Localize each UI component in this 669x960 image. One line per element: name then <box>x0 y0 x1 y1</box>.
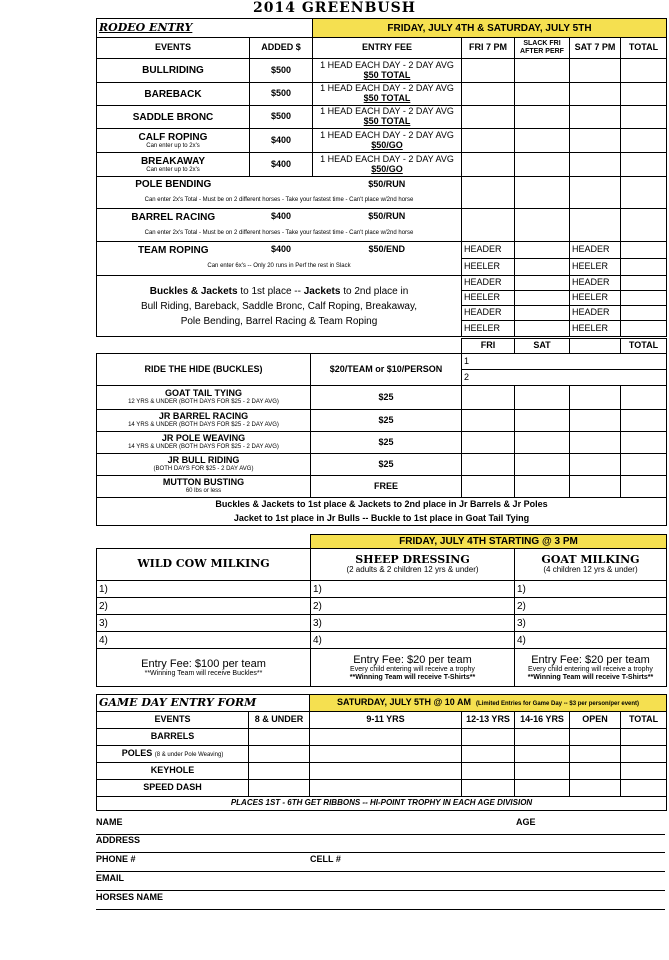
col-header-14-16: 14-16 YRS <box>515 712 570 729</box>
entry-cell[interactable] <box>621 432 667 454</box>
entry-cell[interactable] <box>515 242 570 259</box>
entry-cell[interactable] <box>621 242 667 259</box>
ride-the-hide-name: RIDE THE HIDE (BUCKLES) <box>97 354 311 386</box>
sheep-note2: **Winning Team will receive T-Shirts** <box>349 673 476 681</box>
event-row <box>97 746 667 763</box>
entry-cell[interactable] <box>570 83 621 106</box>
event-fee-line1: 1 HEAD EACH DAY - 2 DAY AVG <box>320 83 454 94</box>
sheep-title: SHEEP DRESSING <box>355 553 470 567</box>
day-header-sat: SAT <box>515 339 570 354</box>
entry-cell[interactable] <box>515 454 570 476</box>
horses-line[interactable] <box>96 892 665 910</box>
entry-cell[interactable] <box>570 209 621 242</box>
header-label: HEADER <box>570 242 621 259</box>
entry-cell[interactable] <box>515 780 570 797</box>
event-name: CALF ROPING <box>138 131 208 143</box>
entry-cell[interactable] <box>515 729 570 746</box>
entry-cell[interactable] <box>621 386 667 410</box>
horses-label: HORSES NAME <box>96 892 164 902</box>
wild-cow-entry-1[interactable]: 1) <box>97 581 311 598</box>
entry-cell[interactable] <box>621 129 667 153</box>
entry-cell[interactable] <box>570 129 621 153</box>
entry-cell[interactable] <box>621 746 667 763</box>
goat-note1: Every child entering will receive a trophy <box>528 665 653 673</box>
entry-cell[interactable] <box>515 386 570 410</box>
youth-events-table <box>96 338 667 526</box>
entry-cell[interactable] <box>462 763 515 780</box>
entry-cell[interactable] <box>621 106 667 129</box>
col-header-fee: ENTRY FEE <box>313 38 462 59</box>
game-day-table <box>96 694 667 811</box>
col-header-total: TOTAL <box>621 712 667 729</box>
rodeo-section-label: RODEO ENTRY <box>97 19 313 38</box>
youth-awards-line1: Buckles & Jackets to 1st place & Jackets to 2nd place in Jr Barrels & Jr Poles <box>215 499 548 509</box>
heeler-label: HEELER <box>570 259 621 276</box>
team-member-1[interactable]: 1 <box>462 354 667 370</box>
event-row <box>97 83 667 106</box>
entry-cell[interactable] <box>515 259 570 276</box>
event-added: $400 <box>250 129 313 153</box>
header-label: HEADER <box>462 276 515 291</box>
entry-cell[interactable] <box>310 780 462 797</box>
col-header-added: ADDED $ <box>250 38 313 59</box>
entry-cell[interactable] <box>310 746 462 763</box>
col-header-sat: SAT 7 PM <box>570 38 621 59</box>
event-note: (BOTH DAYS FOR $25 - 2 DAY AVG) <box>153 466 254 473</box>
email-line[interactable] <box>96 873 665 891</box>
event-fee: $25 <box>311 410 462 432</box>
game-day-footer: PLACES 1ST - 6TH GET RIBBONS -- HI-POINT TROPHY IN EACH AGE DIVISION <box>97 797 667 811</box>
team-member-2[interactable]: 2 <box>462 370 667 386</box>
entry-cell[interactable] <box>621 780 667 797</box>
entry-cell[interactable] <box>515 106 570 129</box>
heeler-label: HEELER <box>462 291 515 306</box>
entry-cell[interactable] <box>515 321 570 337</box>
heeler-label: HEELER <box>570 321 621 337</box>
header-label: HEADER <box>570 306 621 321</box>
event-fee: $50/RUN <box>313 209 462 226</box>
entry-cell[interactable] <box>515 209 570 242</box>
event-note: Can enter up to 2x's <box>146 142 200 149</box>
entry-cell[interactable] <box>515 153 570 177</box>
event-row <box>97 242 667 259</box>
event-note: 12 YRS & UNDER (BOTH DAYS FOR $25 - 2 DAY AVG) <box>128 399 279 406</box>
entry-cell[interactable] <box>515 432 570 454</box>
col-header-8-under: 8 & UNDER <box>249 712 310 729</box>
event-added: $500 <box>250 83 313 106</box>
sheep-entry-4[interactable]: 4) <box>311 632 515 649</box>
event-name: BULLRIDING <box>97 59 250 83</box>
event-note: 60 lbs or less <box>185 488 222 495</box>
entry-cell[interactable] <box>462 83 515 106</box>
entry-cell[interactable] <box>462 209 515 242</box>
goat-entry-2[interactable]: 2) <box>515 598 667 615</box>
fun-events-table <box>96 534 667 687</box>
header-label: HEADER <box>462 242 515 259</box>
event-fee-line1: 1 HEAD EACH DAY - 2 DAY AVG <box>320 153 454 164</box>
entry-cell[interactable] <box>570 780 621 797</box>
entry-cell[interactable] <box>462 780 515 797</box>
wild-cow-note: **Winning Team will receive Buckles** <box>144 669 263 677</box>
entry-cell[interactable] <box>570 386 621 410</box>
entry-cell[interactable] <box>621 729 667 746</box>
col-header-open: OPEN <box>570 712 621 729</box>
name-line[interactable] <box>96 817 665 835</box>
entry-cell[interactable] <box>570 106 621 129</box>
event-name: BAREBACK <box>97 83 250 106</box>
wild-cow-entry-3[interactable]: 3) <box>97 615 311 632</box>
entry-cell[interactable] <box>621 476 667 498</box>
entry-cell[interactable] <box>515 306 570 321</box>
entry-cell[interactable] <box>462 59 515 83</box>
entry-cell[interactable] <box>462 106 515 129</box>
entry-cell[interactable] <box>310 763 462 780</box>
event-name: JR BARREL RACING <box>158 411 249 422</box>
entry-cell[interactable] <box>515 746 570 763</box>
col-header-total: TOTAL <box>621 38 667 59</box>
entry-cell[interactable] <box>621 306 667 321</box>
event-name: JR BULL RIDING <box>167 455 240 466</box>
entry-cell[interactable] <box>570 763 621 780</box>
rodeo-date-banner: FRIDAY, JULY 4TH & SATURDAY, JULY 5TH <box>313 19 667 38</box>
event-fee-line2: $50/GO <box>371 163 403 174</box>
event-row <box>97 153 667 177</box>
wild-cow-title: WILD COW MILKING <box>97 549 311 581</box>
entry-cell[interactable] <box>570 153 621 177</box>
youth-awards-line2: Jacket to 1st place in Jr Bulls -- Buckle to 1st place in Goat Tail Tying <box>233 512 530 523</box>
event-name: GOAT TAIL TYING <box>165 388 242 399</box>
entry-cell[interactable] <box>570 454 621 476</box>
goat-fee: Entry Fee: $20 per team <box>531 653 650 666</box>
goat-sub: (4 children 12 yrs & under) <box>543 565 638 575</box>
entry-cell[interactable] <box>621 153 667 177</box>
event-row <box>97 476 667 498</box>
event-row <box>97 410 667 432</box>
event-fee: $25 <box>311 454 462 476</box>
sheep-fee: Entry Fee: $20 per team <box>353 653 472 666</box>
event-row <box>97 780 667 797</box>
phone-label: PHONE # <box>96 854 136 864</box>
event-fee-line2: $50 TOTAL <box>363 69 411 80</box>
age-label: AGE <box>516 817 536 827</box>
event-row <box>97 432 667 454</box>
event-row <box>97 59 667 83</box>
wild-cow-entry-4[interactable]: 4) <box>97 632 311 649</box>
event-fee: $25 <box>311 386 462 410</box>
event-row <box>97 129 667 153</box>
entry-cell[interactable] <box>462 729 515 746</box>
entry-cell[interactable] <box>515 177 570 209</box>
phone-line[interactable] <box>96 854 665 872</box>
page-title: 2014 GREENBUSH <box>253 0 416 16</box>
event-row <box>97 386 667 410</box>
event-fee-line2: $50 TOTAL <box>363 116 411 126</box>
entry-cell[interactable] <box>570 746 621 763</box>
entry-cell[interactable] <box>515 291 570 306</box>
event-note: (8 & under Pole Weaving) <box>154 752 224 759</box>
address-line[interactable] <box>96 835 665 853</box>
col-header-fri: FRI 7 PM <box>462 38 515 59</box>
goat-note2: **Winning Team will receive T-Shirts** <box>527 673 654 681</box>
address-label: ADDRESS <box>96 835 141 845</box>
event-added: $500 <box>250 59 313 83</box>
heeler-label: HEELER <box>462 321 515 337</box>
entry-cell[interactable] <box>462 153 515 177</box>
entry-cell[interactable] <box>621 454 667 476</box>
entry-cell[interactable] <box>570 410 621 432</box>
col-header-slack: SLACK FRI AFTER PERF <box>515 38 570 59</box>
event-note: Can enter up to 2x's <box>146 166 200 173</box>
sheep-entry-2[interactable]: 2) <box>311 598 515 615</box>
entry-cell[interactable] <box>621 209 667 242</box>
cell-label: CELL # <box>310 854 341 864</box>
sheep-entry-3[interactable]: 3) <box>311 615 515 632</box>
entry-cell[interactable] <box>570 177 621 209</box>
event-note: Can enter 2x's Total - Must be on 2 different horses - Take your fastest time - Can't place w/2nd horse <box>97 193 462 209</box>
event-note: 14 YRS & UNDER (BOTH DAYS FOR $25 - 2 DAY AVG) <box>128 444 279 451</box>
sheep-note1: Every child entering will receive a trophy <box>350 665 475 673</box>
entry-cell[interactable] <box>462 432 515 454</box>
event-fee-line1: 1 HEAD EACH DAY - 2 DAY AVG <box>320 129 454 140</box>
heeler-label: HEELER <box>570 291 621 306</box>
event-fee-line1: 1 HEAD EACH DAY - 2 DAY AVG <box>320 59 454 70</box>
entry-cell[interactable] <box>621 763 667 780</box>
entry-cell[interactable] <box>515 476 570 498</box>
entry-cell[interactable] <box>515 410 570 432</box>
entry-cell[interactable] <box>515 83 570 106</box>
ride-the-hide-fee: $20/TEAM or $10/PERSON <box>311 354 462 386</box>
event-note: 14 YRS & UNDER (BOTH DAYS FOR $25 - 2 DAY AVG) <box>128 422 279 429</box>
col-header-events: EVENTS <box>97 38 250 59</box>
event-row <box>97 106 667 129</box>
wild-cow-fee: Entry Fee: $100 per team <box>141 657 266 670</box>
entry-cell[interactable] <box>249 780 310 797</box>
event-name: SPEED DASH <box>97 780 249 797</box>
event-name: POLE BENDING <box>97 177 250 193</box>
entry-cell[interactable] <box>462 386 515 410</box>
event-note: Can enter 2x's Total - Must be on 2 different horses - Take your fastest time - Can't place w/2nd horse <box>97 226 462 242</box>
entry-cell[interactable] <box>621 59 667 83</box>
event-row <box>97 763 667 780</box>
event-note: Can enter 6x's -- Only 20 runs in Perf the rest in Slack <box>97 259 462 276</box>
event-name: SADDLE BRONC <box>97 106 250 129</box>
event-added: $400 <box>250 242 313 259</box>
goat-title: GOAT MILKING <box>541 553 640 567</box>
email-label: EMAIL <box>96 873 124 883</box>
fun-date-banner: FRIDAY, JULY 4TH STARTING @ 3 PM <box>311 535 667 549</box>
event-name: KEYHOLE <box>97 763 249 780</box>
entry-cell[interactable] <box>621 177 667 209</box>
goat-entry-4[interactable]: 4) <box>515 632 667 649</box>
header-label: HEADER <box>462 306 515 321</box>
col-header-9-11: 9-11 YRS <box>310 712 462 729</box>
entry-cell[interactable] <box>570 729 621 746</box>
event-row <box>97 209 667 226</box>
heeler-label: HEELER <box>462 259 515 276</box>
entry-cell[interactable] <box>462 476 515 498</box>
entry-cell[interactable] <box>462 454 515 476</box>
entry-cell[interactable] <box>515 276 570 291</box>
event-fee: $50/RUN <box>313 177 462 193</box>
awards-text: Buckles & Jackets to 1st place -- Jackets to 2nd place in Bull Riding, Bareback, Saddle Bronc, Calf Roping, Breakaway, Pole Bending, Barrel Racing & Team Roping <box>97 276 462 337</box>
entry-cell[interactable] <box>249 763 310 780</box>
event-row <box>97 729 667 746</box>
entry-cell[interactable] <box>621 83 667 106</box>
col-header-12-13: 12-13 YRS <box>462 712 515 729</box>
name-label: NAME <box>96 817 123 827</box>
entry-cell[interactable] <box>570 476 621 498</box>
event-added: $400 <box>250 153 313 177</box>
event-fee: $25 <box>311 432 462 454</box>
event-row <box>97 454 667 476</box>
entry-cell[interactable] <box>515 59 570 83</box>
event-name: BREAKAWAY <box>140 155 206 167</box>
sheep-entry-1[interactable]: 1) <box>311 581 515 598</box>
entry-cell[interactable] <box>249 746 310 763</box>
sheep-sub: (2 adults & 2 children 12 yrs & under) <box>346 565 479 575</box>
event-fee: FREE <box>311 476 462 498</box>
header-label: HEADER <box>570 276 621 291</box>
col-header-events: EVENTS <box>97 712 249 729</box>
event-added: $400 <box>250 209 313 226</box>
entry-cell[interactable] <box>249 729 310 746</box>
day-header-total: TOTAL <box>621 339 667 354</box>
event-name: BARREL RACING <box>97 209 250 226</box>
entry-cell[interactable] <box>621 410 667 432</box>
event-added: $500 <box>250 106 313 129</box>
entry-cell[interactable] <box>515 129 570 153</box>
entry-cell[interactable] <box>462 129 515 153</box>
entry-cell[interactable] <box>621 259 667 276</box>
entry-cell[interactable] <box>310 729 462 746</box>
event-row <box>97 177 667 193</box>
entry-cell[interactable] <box>570 432 621 454</box>
entry-cell[interactable] <box>462 410 515 432</box>
event-fee-line2: $50 TOTAL <box>363 93 411 103</box>
event-added <box>250 177 313 193</box>
entry-cell[interactable] <box>621 291 667 306</box>
wild-cow-entry-2[interactable]: 2) <box>97 598 311 615</box>
entry-cell[interactable] <box>621 276 667 291</box>
event-name: TEAM ROPING <box>97 242 250 259</box>
game-day-date-banner: SATURDAY, JULY 5TH @ 10 AM (Limited Entries for Game Day -- $3 per person/per event) <box>310 695 667 712</box>
event-name: JR POLE WEAVING <box>161 433 246 444</box>
goat-entry-3[interactable]: 3) <box>515 615 667 632</box>
event-fee-line2: $50/GO <box>371 139 403 150</box>
entry-cell[interactable] <box>462 746 515 763</box>
goat-entry-1[interactable]: 1) <box>515 581 667 598</box>
entry-cell[interactable] <box>621 321 667 337</box>
entry-cell[interactable] <box>462 177 515 209</box>
entry-cell[interactable] <box>515 763 570 780</box>
event-name: MUTTON BUSTING <box>162 477 245 488</box>
event-fee: $50/END <box>313 242 462 259</box>
event-fee-line1: 1 HEAD EACH DAY - 2 DAY AVG <box>320 106 454 117</box>
day-header-fri: FRI <box>462 339 515 354</box>
event-name: POLES <box>121 748 153 759</box>
entry-cell[interactable] <box>570 59 621 83</box>
event-name: BARRELS <box>97 729 249 746</box>
rodeo-entry-table <box>96 18 667 337</box>
game-day-section-label: GAME DAY ENTRY FORM <box>97 695 310 712</box>
